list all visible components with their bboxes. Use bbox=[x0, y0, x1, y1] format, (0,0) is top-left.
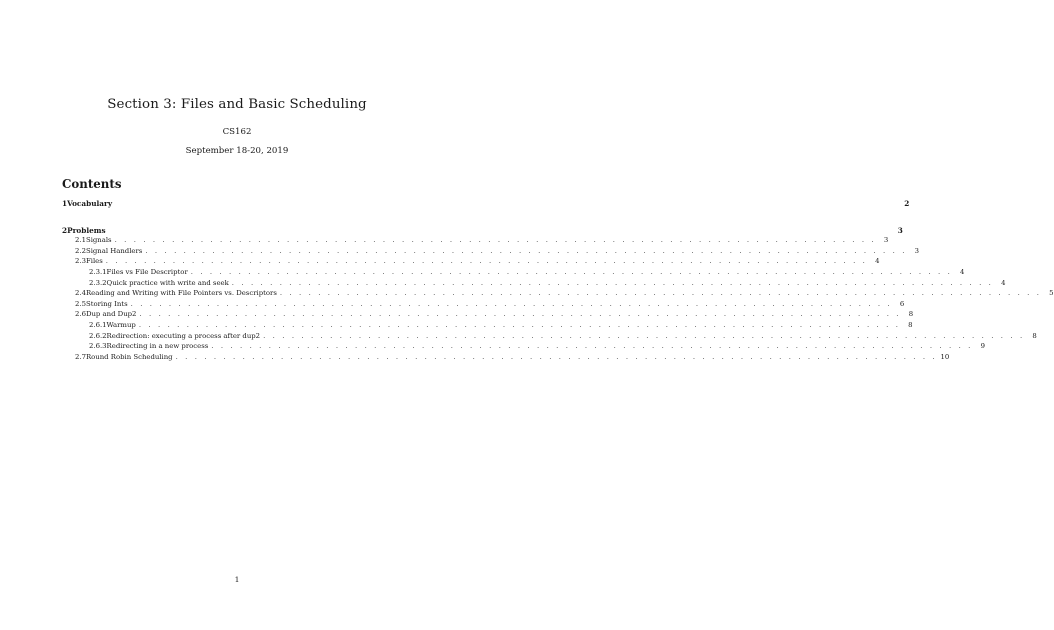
toc-entry[interactable] bbox=[62, 235, 889, 246]
toc-leader-dots: . . . . . . . . . . . . . . . . . . . . . . . . . . . . . . . . . . . . . . . . . . . . . . . . . . . . . . . . . . . . . . . . . . . . . . . . . . . . . . . . bbox=[175, 352, 938, 361]
toc-entry[interactable] bbox=[62, 341, 985, 352]
toc-entry[interactable] bbox=[62, 309, 914, 320]
page-number: 1 bbox=[234, 575, 240, 584]
toc-entry-title: Redirecting in a new process bbox=[106, 342, 209, 351]
toc-entry-title: Signals bbox=[85, 236, 112, 245]
toc-entry-page: 4 bbox=[1001, 278, 1006, 287]
toc-entry-number: 2.6.3 bbox=[89, 342, 107, 351]
document-title: Section 3: Files and Basic Scheduling bbox=[107, 97, 367, 112]
toc-entry[interactable] bbox=[62, 225, 903, 236]
toc-entry[interactable] bbox=[62, 331, 1037, 342]
toc-leader-dots: . . . . . . . . . . . . . . . . . . . . . . . . . . . . . . . . . . . . . . . . . . . . . . . . . . . . . . . . . . . . . . . . . . . . . . . . . . . . . . . . bbox=[263, 331, 1025, 340]
toc-entry[interactable] bbox=[62, 278, 1006, 289]
toc-entry-title: Files bbox=[85, 257, 103, 266]
toc-entry-page: 5 bbox=[1049, 289, 1054, 298]
toc-entry-page: 10 bbox=[940, 352, 950, 361]
toc-entry-page: 3 bbox=[914, 246, 919, 255]
toc-leader-dots: . . . . . . . . . . . . . . . . . . . . . . . . . . . . . . . . . . . . . . . . . . . . . . . . . . . . . . . . . . . . . . . . . . . . . . . . . . . . . . . . bbox=[231, 278, 994, 287]
toc-entry-title: Quick practice with write and seek bbox=[106, 278, 229, 287]
toc-entry-page: 4 bbox=[875, 257, 880, 266]
toc-entry-title: Warmup bbox=[106, 321, 136, 329]
toc-entry-page: 8 bbox=[1032, 331, 1037, 340]
toc-entry-title: Vocabulary bbox=[67, 199, 113, 208]
toc-leader-dots: . . . . . . . . . . . . . . . . . . . . . . . . . . . . . . . . . . . . . . . . . . . . . . . . . . . . . . . . . . . . . . . . . . . . . . . . . . . . . . . . bbox=[279, 289, 1042, 298]
toc-leader-dots: . . . . . . . . . . . . . . . . . . . . . . . . . . . . . . . . . . . . . . . . . . . . . . . . . . . . . . . . . . . . . . . . . . . . . . . . . . . . . . . . bbox=[105, 257, 868, 266]
toc-leader-dots: . . . . . . . . . . . . . . . . . . . . . . . . . . . . . . . . . . . . . . . . . . . . . . . . . . . . . . . . . . . . . . . . . . . . . . . . . . . . . . . . bbox=[211, 342, 973, 351]
toc-entry-page: 2 bbox=[904, 199, 910, 208]
toc-entry-number: 2 bbox=[62, 225, 68, 235]
toc-entry[interactable] bbox=[62, 288, 1054, 299]
toc-entry-number: 2.2 bbox=[75, 246, 86, 255]
toc-entry-number: 2.7 bbox=[75, 352, 86, 361]
toc-entry-number: 2.6 bbox=[75, 310, 86, 319]
toc-entry-page: 4 bbox=[960, 268, 965, 276]
toc-entry-title: Dup and Dup2 bbox=[85, 310, 137, 319]
toc-entry-page: 6 bbox=[899, 299, 905, 308]
toc-entry-number: 2.1 bbox=[75, 236, 86, 245]
toc-leader-dots: . . . . . . . . . . . . . . . . . . . . . . . . . . . . . . . . . . . . . . . . . . . . . . . . . . . . . . . . . . . . . . . . . . . . . . . . . . . . . . . . bbox=[114, 236, 877, 245]
toc-entry-page: 8 bbox=[908, 321, 913, 329]
toc-entry-title: Redirection: executing a process after dup2 bbox=[106, 331, 261, 340]
toc-leader-dots: . . . . . . . . . . . . . . . . . . . . . . . . . . . . . . . . . . . . . . . . . . . . . . . . . . . . . . . . . . . . . . . . . . . . . . . . . . . . . . . . bbox=[138, 321, 901, 329]
toc-entry[interactable] bbox=[62, 299, 905, 310]
toc-leader-dots: . . . . . . . . . . . . . . . . . . . . . . . . . . . . . . . . . . . . . . . . . . . . . . . . . . . . . . . . . . . . . . . . . . . . . . . . . . . . . . . . bbox=[130, 299, 893, 308]
document-author: CS162 bbox=[222, 127, 252, 137]
toc-entry-title: Storing Ints bbox=[85, 299, 128, 308]
toc-entry-number: 2.3.1 bbox=[89, 268, 107, 276]
toc-leader-dots: . . . . . . . . . . . . . . . . . . . . . . . . . . . . . . . . . . . . . . . . . . . . . . . . . . . . . . . . . . . . . . . . . . . . . . . . . . . . . . . . bbox=[145, 246, 907, 255]
toc-leader-dots: . . . . . . . . . . . . . . . . . . . . . . . . . . . . . . . . . . . . . . . . . . . . . . . . . . . . . . . . . . . . . . . . . . . . . . . . . . . . . . . . bbox=[139, 310, 902, 319]
toc-entry[interactable] bbox=[62, 267, 965, 278]
toc-entry-number: 2.5 bbox=[75, 299, 86, 308]
toc-entry-number: 2.3 bbox=[75, 257, 86, 266]
toc-entry-number: 2.6.1 bbox=[89, 321, 107, 329]
document-date: September 18-20, 2019 bbox=[185, 146, 289, 156]
toc-entry[interactable] bbox=[62, 352, 950, 363]
toc-entry-number: 2.4 bbox=[75, 289, 86, 298]
toc-leader-dots: . . . . . . . . . . . . . . . . . . . . . . . . . . . . . . . . . . . . . . . . . . . . . . . . . . . . . . . . . . . . . . . . . . . . . . . . . . . . . . . . bbox=[190, 268, 953, 276]
toc-entry-page: 3 bbox=[897, 225, 903, 235]
toc-entry-title: Reading and Writing with File Pointers vs. Descriptors bbox=[85, 289, 277, 298]
contents-heading: Contents bbox=[62, 177, 122, 191]
toc-entry-title: Round Robin Scheduling bbox=[85, 352, 173, 361]
toc-entry-title: Signal Handlers bbox=[85, 246, 143, 255]
toc-entry[interactable] bbox=[62, 246, 919, 257]
toc-entry-number: 2.6.2 bbox=[89, 331, 107, 340]
toc-entry-title: Problems bbox=[67, 225, 106, 235]
toc-entry[interactable] bbox=[62, 320, 913, 331]
toc-entry-number: 1 bbox=[62, 199, 68, 208]
toc-entry-page: 9 bbox=[980, 342, 985, 351]
toc-entry[interactable] bbox=[62, 256, 880, 267]
toc-entry-page: 8 bbox=[908, 310, 914, 319]
toc-entry-number: 2.3.2 bbox=[89, 278, 107, 287]
toc-entry-page: 3 bbox=[883, 236, 889, 245]
toc-entry-title: Files vs File Descriptor bbox=[106, 268, 188, 276]
toc-entry[interactable] bbox=[62, 198, 910, 209]
